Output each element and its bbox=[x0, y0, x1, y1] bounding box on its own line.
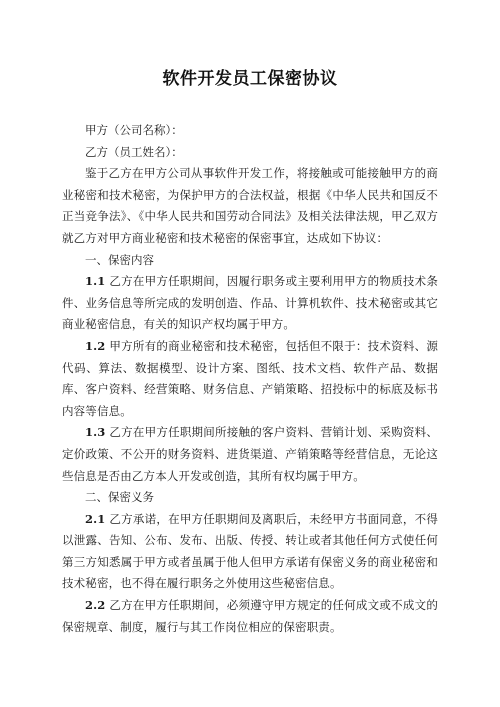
document-body bbox=[62, 120, 438, 638]
clause-1-3 bbox=[62, 422, 438, 487]
clause-1-2 bbox=[62, 336, 438, 422]
clause-text: 乙方在甲方任职期间所接触的客户资料、营销计划、采购资料、定价政策、不公开的财务资料、进货渠道、产销策略等经营信息，无论这些信息是否由乙方本人开发或创造，其所有权均属于甲方。 bbox=[62, 425, 438, 483]
document-title: 软件开发员工保密协议 bbox=[162, 69, 338, 89]
clause-1-1 bbox=[62, 271, 438, 336]
clause-text: 甲方所有的商业秘密和技术秘密，包括但不限于：技术资料、源代码、算法、数据模型、设计方案、图纸、技术文档、软件产品、数据库、客户资料、经营策略、财务信息、产销策略、招投标中的标底及标书内容等信息。 bbox=[62, 338, 438, 418]
party-b-line: 乙方（员工姓名）： bbox=[85, 144, 183, 159]
clause-text: 乙方在甲方任职期间，因履行职务或主要利用甲方的物质技术条件、业务信息等所完成的发明创造、作品、计算机软件、技术秘密或其它商业秘密信息，有关的知识产权均属于甲方。 bbox=[62, 274, 438, 332]
clause-text: 乙方在甲方任职期间，必须遵守甲方规定的任何成文或不成文的保密规章、制度，履行与其工作岗位相应的保密职责。 bbox=[62, 598, 438, 634]
clause-number: 1.2 bbox=[85, 338, 106, 353]
clause-text: 乙方承诺，在甲方任职期间及离职后，未经甲方书面同意，不得以泄露、告知、公布、发布、出版、传授、转让或者其他任何方式使任何第三方知悉属于甲方或者虽属于他人但甲方承诺有保密义务的商业秘密和技术秘密，也不得在履行职务之外使用这些秘密信息。 bbox=[62, 511, 438, 591]
clause-number: 2.1 bbox=[85, 511, 106, 526]
preamble-paragraph: 鉴于乙方在甲方公司从事软件开发工作，将接触或可能接触甲方的商业秘密和技术秘密，为保护甲方的合法权益，根据《中华人民共和国反不正当竞争法》、《中华人民共和国劳动合同法》及相关法律法规，甲乙双方就乙方对甲方商业秘密和技术秘密的保密事宜，达成如下协议： bbox=[62, 166, 438, 245]
clause-2-2 bbox=[62, 595, 438, 638]
clause-2-1 bbox=[62, 509, 438, 595]
clause-number: 1.1 bbox=[85, 274, 106, 289]
clause-number: 2.2 bbox=[85, 598, 106, 613]
clause-number: 1.3 bbox=[85, 425, 106, 440]
party-a-line: 甲方（公司名称）： bbox=[85, 123, 183, 137]
section-heading-confidential-content: 一、保密内容 bbox=[85, 252, 154, 267]
section-heading-confidential-obligation: 二、保密义务 bbox=[85, 490, 154, 505]
